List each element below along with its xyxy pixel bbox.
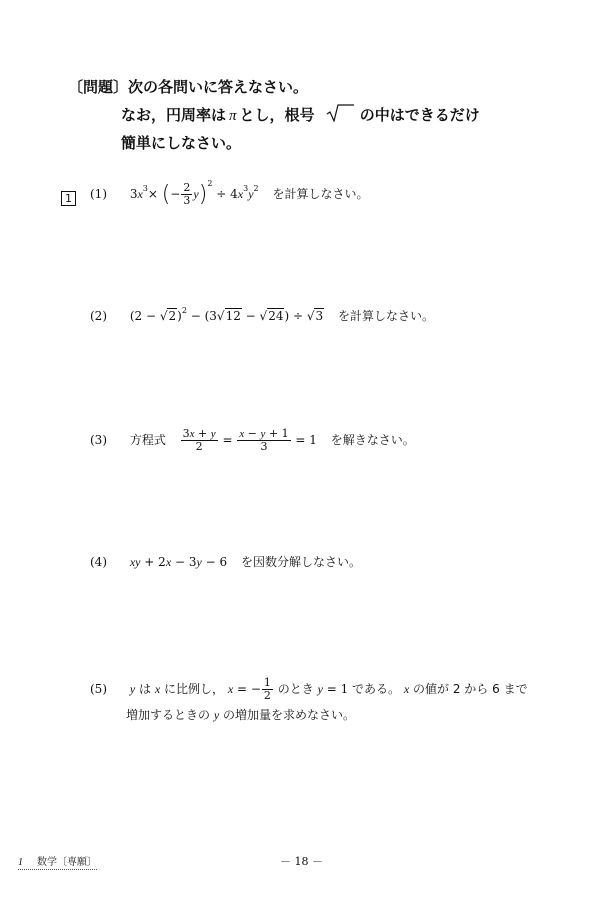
math-expression: xy + 2x − 3y − 6 (129, 555, 231, 569)
section-number-box: 1 (61, 187, 76, 206)
question-5: (5) y は x に比例し， x = − $\frac{1}{2}$ のとき y = 1 である。 x の値が 2 から 6 まで (90, 672, 528, 706)
page-number: － 18 － (280, 855, 323, 868)
instruction-line-1: 次の各問いに答えなさい。 (128, 78, 309, 96)
question-2: (2) $(2 - √2)^2 - (3√12 - √24) \div √3$ を計算しなさい。 (90, 306, 434, 326)
math-expression: x = − $\frac{1}{2}$ (227, 675, 271, 702)
instruction-line-2: なお，円周率は π とし，根号 の中はできるだけ (121, 106, 480, 124)
radical-sign-icon (326, 104, 354, 120)
question-number: (4) (90, 555, 107, 569)
question-number: (1) (90, 187, 107, 201)
question-number: (2) (90, 309, 107, 323)
question-5-line-2: 増加するときの y の増加量を求めなさい。 (126, 708, 356, 722)
question-1: (1) $3x^3\times$ (− $\frac{2}{3}$ $y)^2 \div 4x^3y^2$ を計算しなさい。 (90, 179, 369, 207)
math-expression: $\frac{3x + y}{2}$ = $\frac{x - y + 1}{3}$ = 1 (182, 426, 321, 453)
footer-label (18, 853, 97, 870)
math-expression: $3x^3\times$ (− $\frac{2}{3}$ $y)^2 \div 4x^3y^2$ (129, 179, 259, 207)
footer-page-label: 1 (18, 857, 23, 868)
question-4: (4) xy + 2x − 3y − 6 を因数分解しなさい。 (90, 552, 361, 572)
question-number: (3) (90, 433, 107, 447)
problem-tag: 〔問題〕 (68, 78, 129, 96)
question-3: (3) 方程式 $\frac{3x + y}{2}$ = $\frac{x - y + 1}{3}$ = 1 を解きなさい。 (90, 423, 415, 457)
math-expression: $(2 - √2)^2 - (3√12 - √24) \div √3$ (129, 306, 324, 323)
question-number: (5) (90, 682, 107, 696)
instruction-block (68, 76, 308, 97)
instruction-line-3: 簡単にしなさい。 (121, 134, 242, 152)
footer-subject: 数学〔専願〕 (37, 857, 97, 868)
